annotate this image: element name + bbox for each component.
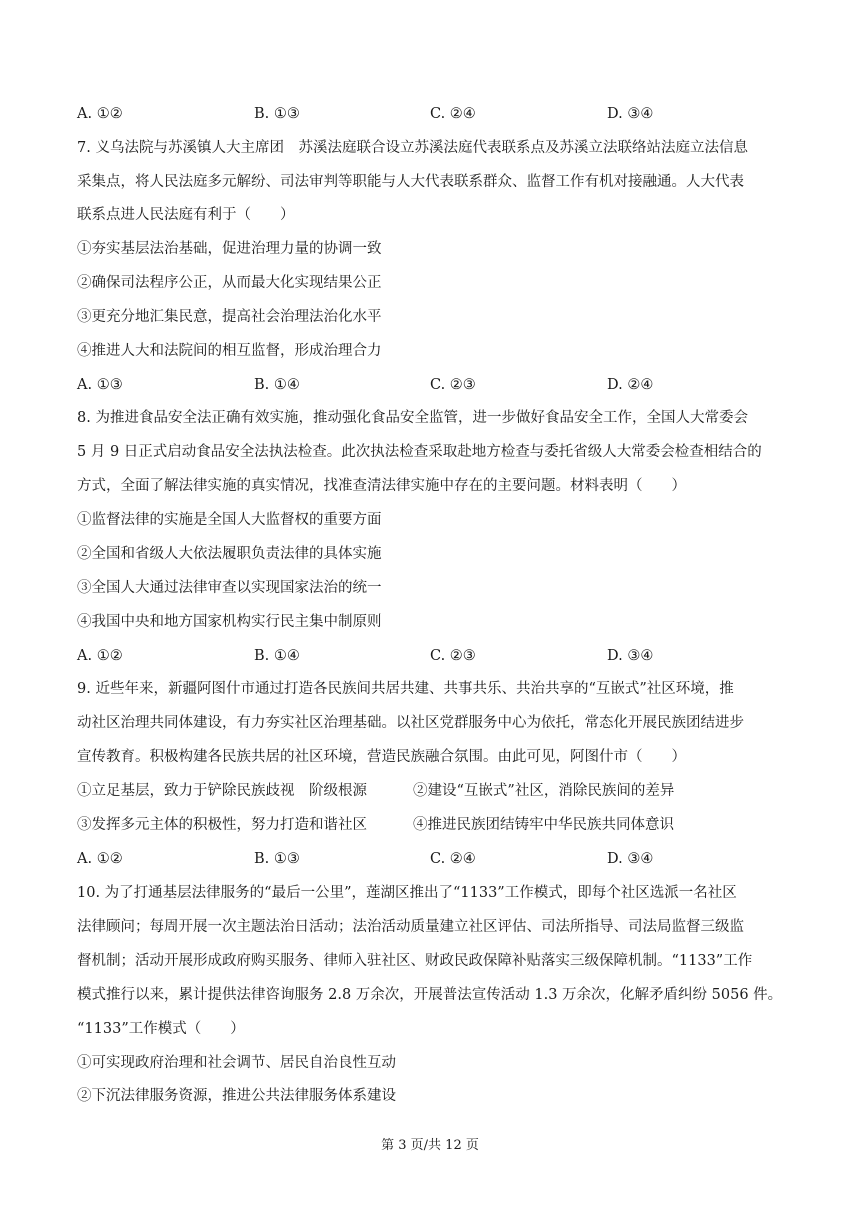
q9-stem-line: 9. 近些年来，新疆阿图什市通过打造各民族间共居共建、共事共乐、共治共享的“互嵌式”社区环境，推 [77, 681, 734, 697]
q10-stem-line: 模式推行以来，累计提供法律咨询服务 2.8 万余次，开展普法宣传活动 1.3 万余次，化解矛盾纠纷 5056 件。 [77, 987, 783, 1003]
q9-items-row [77, 815, 797, 835]
q10-item: ①可实现政府治理和社会调节、居民自治良性互动 [77, 1055, 396, 1071]
option-c: C. ②③ [430, 648, 476, 664]
q7-item: ①夯实基层法治基础，促进治理力量的协调一致 [77, 241, 382, 257]
page-number-footer: 第 3 页/共 12 页 [381, 1138, 479, 1153]
option-d: D. ③④ [607, 648, 654, 664]
option-a: A. ①② [77, 106, 123, 122]
q7-stem-line: 联系点进人民法庭有利于（ ） [77, 207, 295, 223]
option-d: D. ②④ [607, 377, 654, 393]
q9-items-row [77, 781, 797, 801]
option-c: C. ②④ [430, 106, 476, 122]
q7-item: ②确保司法程序公正，从而最大化实现结果公正 [77, 275, 382, 291]
q10-stem-line: 督机制；活动开展形成政府购买服务、律师入驻社区、财政民政保障补贴落实三级保障机制。“1133”工作 [77, 953, 753, 969]
q9-options [77, 849, 797, 869]
q8-item: ④我国中央和地方国家机构实行民主集中制原则 [77, 614, 382, 630]
q9-item: ①立足基层，致力于铲除民族歧视 阶级根源 [77, 783, 367, 799]
option-a: A. ①② [77, 648, 123, 664]
q8-item: ②全国和省级人大依法履职负责法律的具体实施 [77, 546, 382, 562]
option-c: C. ②④ [430, 851, 476, 867]
q8-stem-line: 5 月 9 日正式启动食品安全法执法检查。此次执法检查采取赴地方检查与委托省级人大常委会检查相结合的 [77, 444, 762, 460]
q7-item: ③更充分地汇集民意，提高社会治理法治化水平 [77, 309, 382, 325]
q8-stem-line: 方式，全面了解法律实施的真实情况，找准查清法律实施中存在的主要问题。材料表明（ ） [77, 478, 686, 494]
q8-item: ③全国人大通过法律审查以实现国家法治的统一 [77, 580, 382, 596]
q9-stem-line: 宣传教育。积极构建各民族共居的社区环境，营造民族融合氛围。由此可见，阿图什市（ ） [77, 749, 686, 765]
q10-stem-line: 法律顾问；每周开展一次主题法治日活动；法治活动质量建立社区评估、司法所指导、司法局监督三级监 [77, 919, 744, 935]
option-b: B. ①③ [254, 851, 300, 867]
option-a: A. ①③ [77, 377, 123, 393]
q10-stem-line: 10. 为了打通基层法律服务的“最后一公里”，莲湖区推出了“1133”工作模式，即每个社区选派一名社区 [77, 885, 737, 901]
q10-stem-line: “1133”工作模式（ ） [77, 1021, 245, 1037]
q7-item: ④推进人大和法院间的相互监督，形成治理合力 [77, 343, 382, 359]
option-d: D. ③④ [607, 851, 654, 867]
q9-item: ②建设“互嵌式”社区，消除民族间的差异 [413, 783, 675, 799]
q7-stem-line: 7. 义乌法院与苏溪镇人大主席团 苏溪法庭联合设立苏溪法庭代表联系点及苏溪立法联络站法庭立法信息 [77, 140, 748, 156]
q9-item: ③发挥多元主体的积极性，努力打造和谐社区 [77, 817, 367, 833]
q9-stem-line: 动社区治理共同体建设，有力夯实社区治理基础。以社区党群服务中心为依托，常态化开展民族团结进步 [77, 715, 744, 731]
option-b: B. ①④ [254, 648, 300, 664]
q8-stem-line: 8. 为推进食品安全法正确有效实施，推动强化食品安全监管，进一步做好食品安全工作，全国人大常委会 [77, 410, 748, 426]
q7-stem-line: 采集点，将人民法庭多元解纷、司法审判等职能与人大代表联系群众、监督工作有机对接融通。人大代表 [77, 174, 744, 190]
q9-item: ④推进民族团结铸牢中华民族共同体意识 [413, 817, 674, 833]
q10-item: ②下沉法律服务资源，推进公共法律服务体系建设 [77, 1088, 396, 1104]
q6-options [77, 104, 797, 124]
option-c: C. ②③ [430, 377, 476, 393]
q8-options [77, 646, 797, 666]
q7-options [77, 375, 797, 395]
option-b: B. ①③ [254, 106, 300, 122]
option-b: B. ①④ [254, 377, 300, 393]
q8-item: ①监督法律的实施是全国人大监督权的重要方面 [77, 512, 382, 528]
option-d: D. ③④ [607, 106, 654, 122]
option-a: A. ①② [77, 851, 123, 867]
